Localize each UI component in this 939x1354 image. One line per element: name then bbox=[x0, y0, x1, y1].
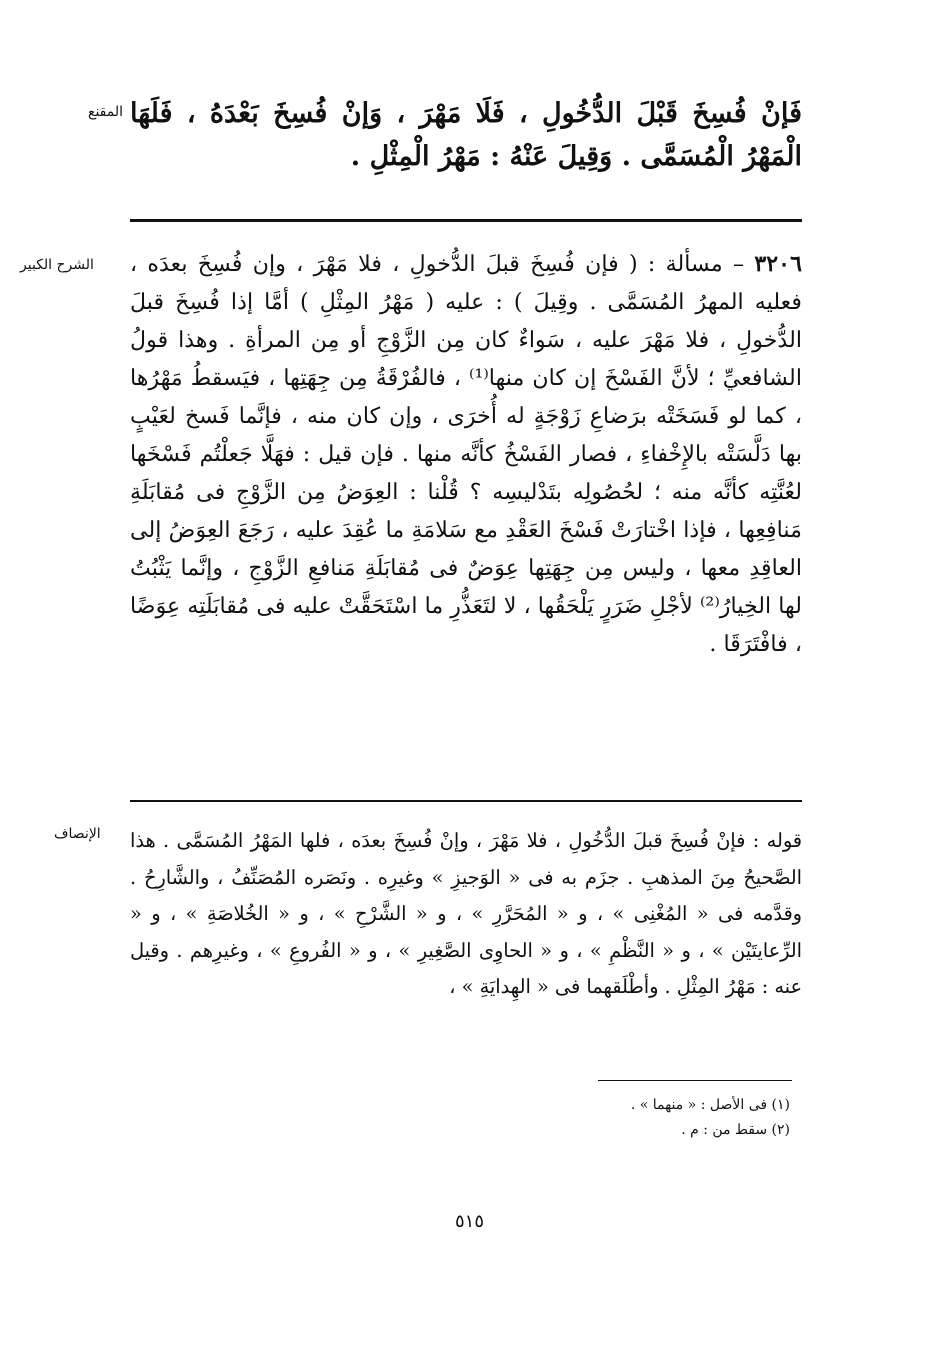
section-label-sharh: الشرح الكبير bbox=[20, 257, 94, 273]
sharh-section bbox=[130, 245, 802, 663]
insaf-section bbox=[130, 823, 802, 1006]
footnote-2: (٢) سقط من : م . bbox=[681, 1122, 790, 1138]
footnotes bbox=[560, 1093, 790, 1143]
insaf-text: قوله : فإنْ فُسِخَ قبلَ الدُّخُولِ ، فلا مَهْرَ ، وإنْ فُسِخَ بعدَه ، فلها المَهْرُ المُسَمَّى . هذا الصَّحيحُ مِنَ المذهبِ . جزَم به فى « الوَجيزِ » وغيرِه . ونَصَره المُصَنِّفُ ، والشَّارِحُ . وقدَّمه فى « المُغْنِى » ، و « المُحَرَّرِ » ، و « الشَّرْحِ » ، و « الخُلاصَةِ » ، و « الرِّعايتَيْن » ، و « النَّظْمِ » ، و « الحاوِى الصَّغِيرِ » ، و « الفُروعِ » ، وغيرِهم . وقيل عنه : مَهْرُ المِثْلِ . وأطْلَقهما فى « الهِدايَةِ » ، bbox=[130, 829, 802, 998]
muqni-text: فَإنْ فُسِخَ قَبْلَ الدُّخُولِ ، فَلَا مَهْرَ ، وَإنْ فُسِخَ بَعْدَهُ ، فَلَهَا الْمَهْرُ الْمُسَمَّى . وَقِيلَ عَنْهُ : مَهْرُ الْمِثْلِ . bbox=[130, 98, 802, 172]
footnote-1: (١) فى الأصل : « منهما » . bbox=[630, 1097, 790, 1113]
section-divider bbox=[130, 800, 802, 802]
page-number: ٥١٥ bbox=[454, 1211, 484, 1232]
section-label-insaf: الإنصاف bbox=[54, 826, 101, 842]
section-label-muqni: المقنع bbox=[88, 104, 124, 120]
issue-number: ٣٢٠٦ bbox=[754, 251, 802, 277]
footnote-rule bbox=[598, 1080, 792, 1081]
section-divider bbox=[130, 219, 802, 222]
muqni-section bbox=[130, 92, 802, 178]
sharh-text: – مسألة : ( فإن فُسِخَ قبلَ الدُّخولِ ، فلا مَهْرَ ، وإن فُسِخَ بعدَه ، فعليه المهرُ المُسَمَّى . وقِيلَ ) : عليه ( مَهْرُ المِثْلِ ) أمَّا إذا فُسِخَ قبلَ الدُّخولِ ، فلا مَهْرَ عليه ، سَواءٌ كان مِن الزَّوْجِ أو مِن المرأةِ . وهذا قولُ الشافعيِّ ؛ لأنَّ الفَسْخَ إن كان منها⁽¹⁾ ، فالفُرْقَةُ مِن جِهَتِها ، فيَسقطُ مَهْرُها ، كما لو فَسَخَتْه برَضاعِ زَوْجَةٍ له أُخرَى ، وإن كان منه ، فإنَّما فَسخ لعَيْبٍ بها دَلَّسَتْه بالإِخْفاءِ ، فصار الفَسْخُ كأنَّه منها . فإن قيل : فهَلَّا جَعلْتُم فَسْخَها لعُنَّتِه كأنَّه منه ؛ لحُصُولِه بتَدْليسِه ؟ قُلْنا : العِوَضُ مِن الزَّوْجِ فى مُقابَلَةِ مَنافِعِها ، فإذا اخْتارَتْ فَسْخَ العَقْدِ مع سَلامَةِ ما عُقِدَ عليه ، رَجَعَ العِوَضُ إلى العاقِدِ معها ، وليس مِن جِهَتِها عِوَضٌ فى مُقابَلَةِ مَنافعِ الزَّوْجِ ، وإنَّما يَثْبُتُ لها الخِيارُ⁽²⁾ لأجْلِ ضَرَرٍ يَلْحَقُها ، لا لتَعَذُّرِ ما اسْتَحَقَّتْ عليه فى مُقابَلَتِه عِوَضًا ، فافْتَرَقَا . bbox=[129, 251, 802, 657]
